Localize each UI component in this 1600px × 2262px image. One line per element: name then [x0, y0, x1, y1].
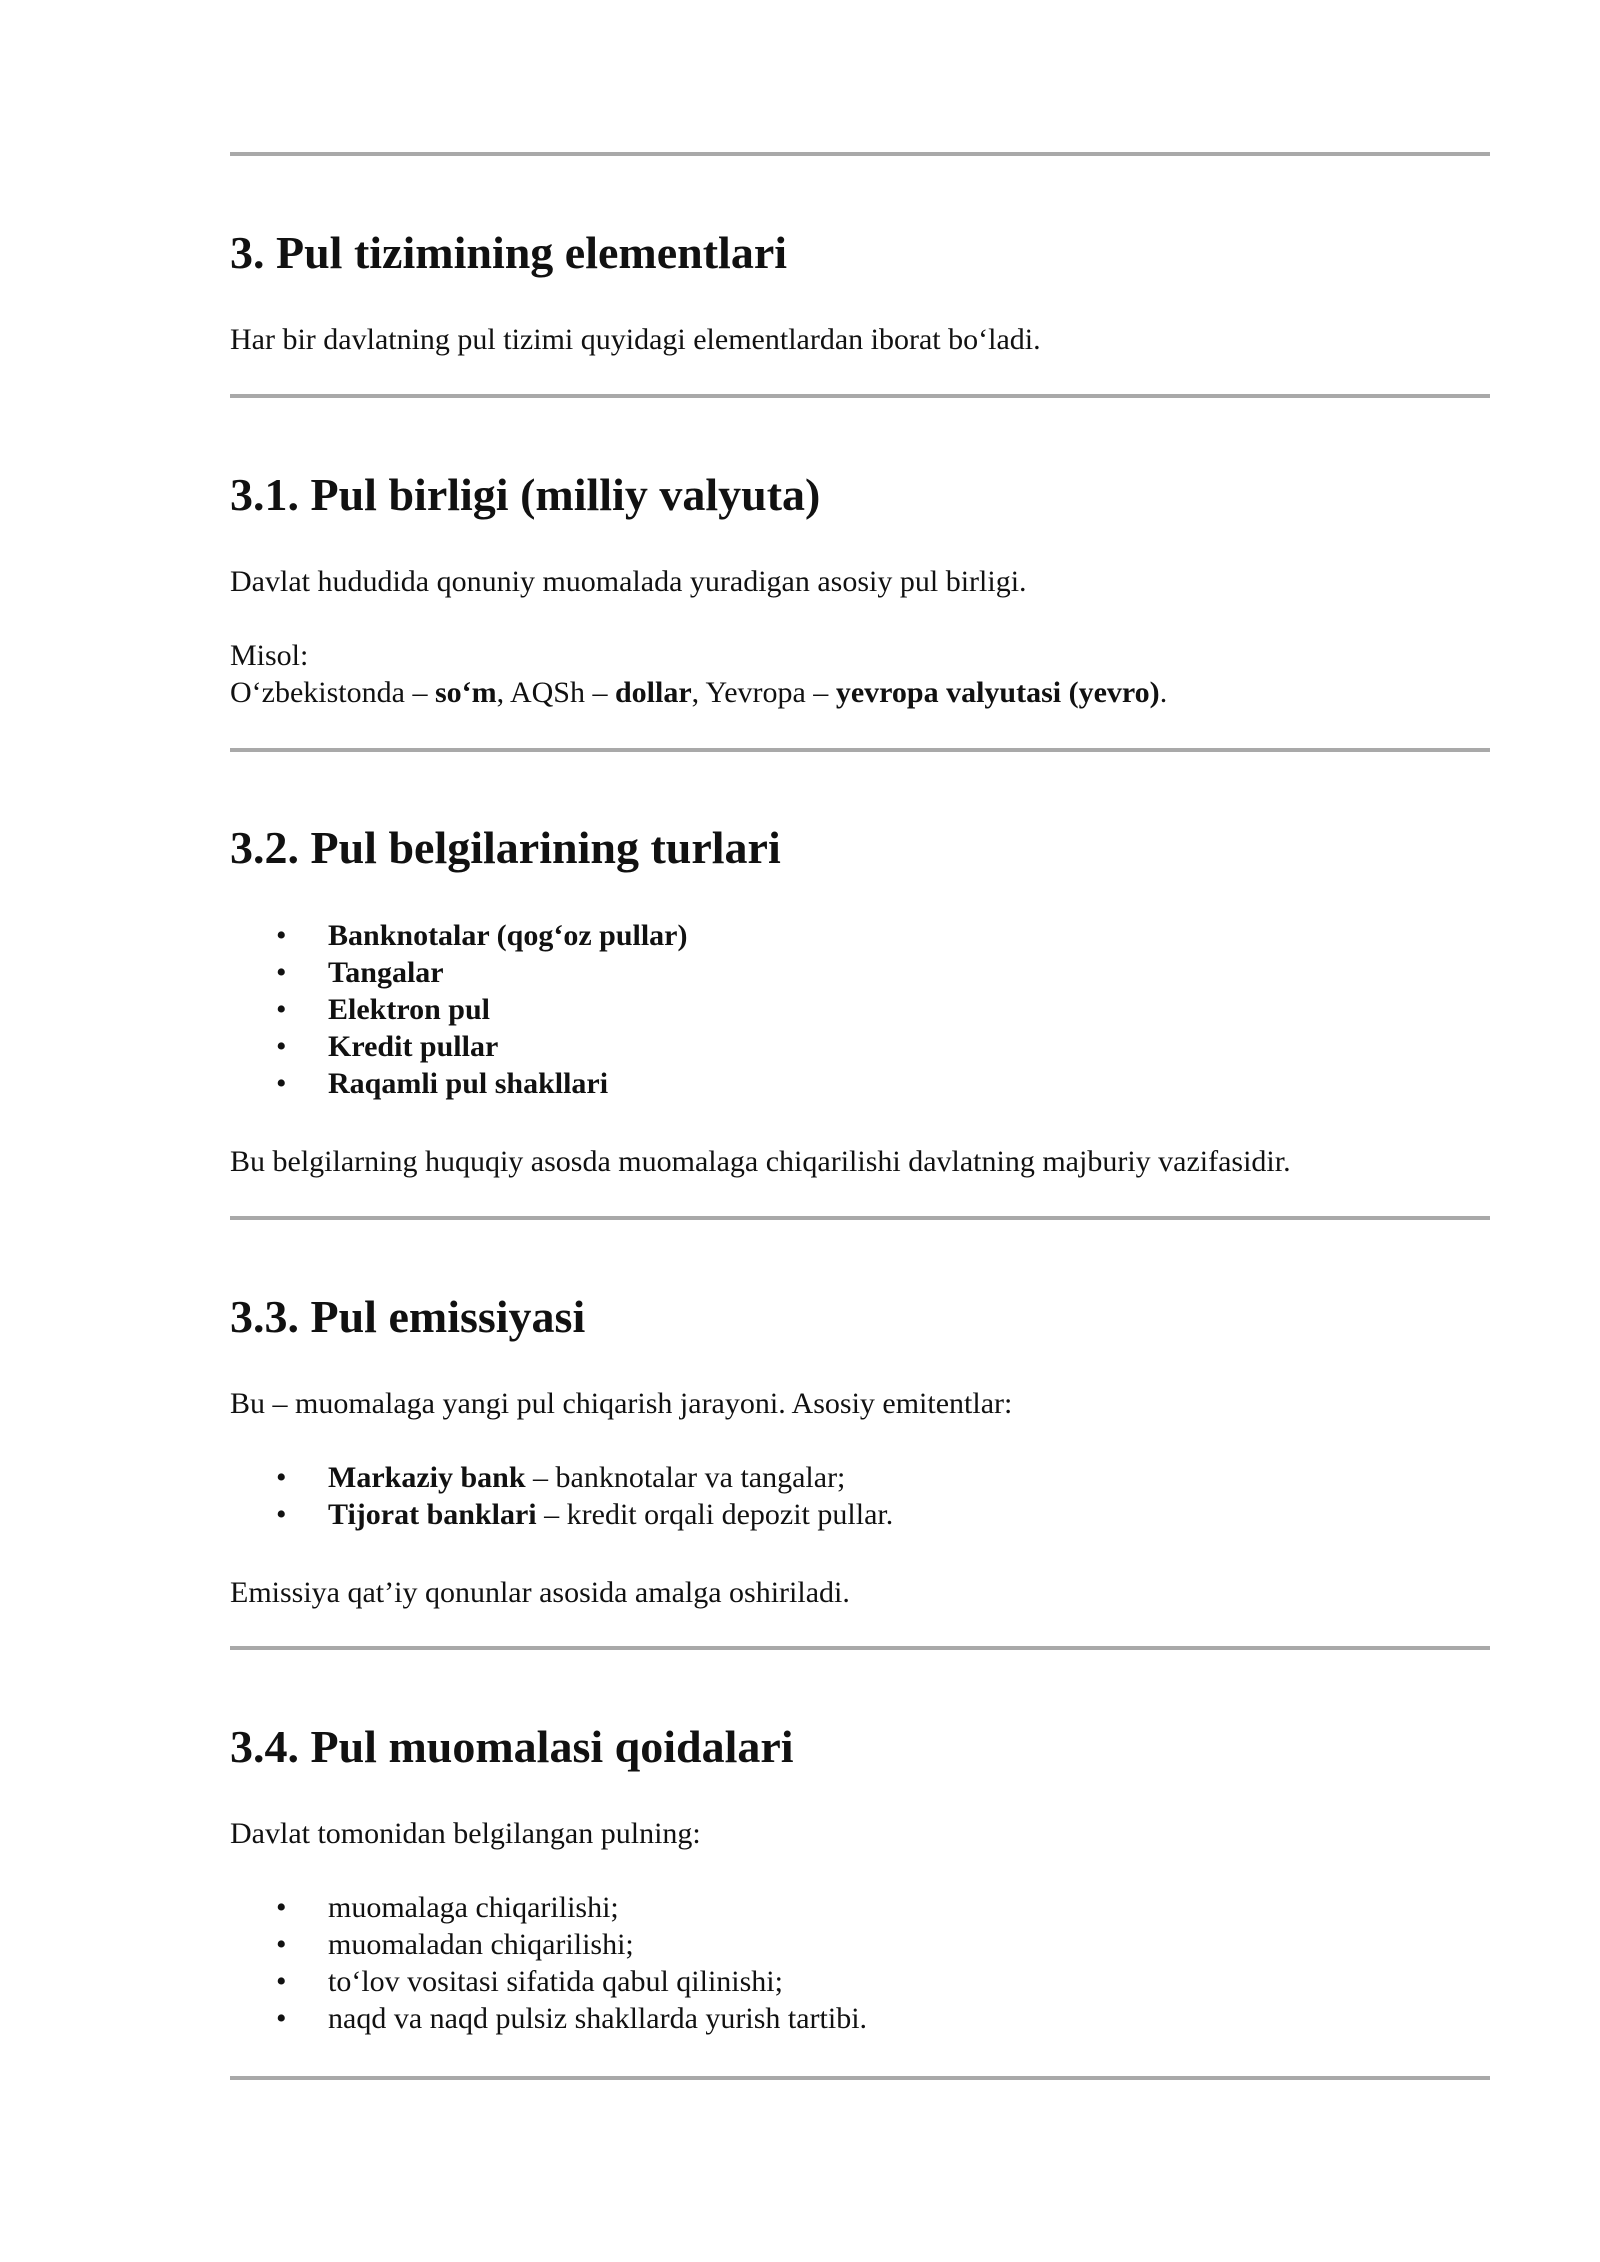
example-currency-euro: yevropa valyutasi (yevro) — [835, 676, 1160, 709]
list-item — [230, 1459, 893, 1496]
list-item-label: Raqamli pul shakllari — [328, 1067, 609, 1100]
section-3-4-intro: Davlat tomonidan belgilangan pulning: — [230, 1817, 701, 1850]
section-3-3-heading: 3.3. Pul emissiyasi — [230, 1291, 586, 1342]
list-item-label: muomaladan chiqarilishi; — [328, 1928, 634, 1961]
divider — [230, 748, 1490, 752]
money-types-list — [230, 917, 688, 1102]
divider — [230, 152, 1490, 156]
emitter-description: – kredit orqali depozit pullar. — [536, 1498, 894, 1531]
example-currency-dollar: dollar — [614, 676, 692, 709]
list-item — [230, 917, 688, 954]
example-text — [230, 674, 1167, 712]
example-label: Misol: — [230, 639, 309, 672]
divider — [230, 1646, 1490, 1650]
bullet-icon: • — [276, 1498, 287, 1531]
bullet-icon: • — [276, 1461, 287, 1494]
bullet-icon: • — [276, 919, 287, 952]
section-3-3-outro: Emissiya qat’iy qonunlar asosida amalga oshiriladi. — [230, 1576, 850, 1609]
bullet-icon: • — [276, 1030, 287, 1063]
list-item-label: Tangalar — [328, 956, 444, 989]
example-part: , AQSh – — [496, 676, 615, 709]
example-part: O‘zbekistonda – — [230, 676, 435, 709]
example-part: , Yevropa – — [691, 676, 836, 709]
emitters-list — [230, 1459, 893, 1533]
section-3-4-heading: 3.4. Pul muomalasi qoidalari — [230, 1721, 794, 1772]
list-item — [230, 1926, 867, 1963]
example-part: . — [1159, 676, 1168, 709]
section-3-1-intro: Davlat hududida qonuniy muomalada yuradigan asosiy pul birligi. — [230, 565, 1027, 598]
list-item-label: Banknotalar (qog‘oz pullar) — [328, 919, 688, 952]
section-3-3-intro: Bu – muomalaga yangi pul chiqarish jarayoni. Asosiy emitentlar: — [230, 1387, 1013, 1420]
bullet-icon: • — [276, 1928, 287, 1961]
list-item — [230, 2000, 867, 2037]
section-3-heading: 3. Pul tizimining elementlari — [230, 227, 788, 278]
list-item — [230, 1496, 893, 1533]
list-item — [230, 1028, 688, 1065]
section-3-intro: Har bir davlatning pul tizimi quyidagi elementlardan iborat bo‘ladi. — [230, 323, 1041, 356]
list-item — [230, 954, 688, 991]
section-3-2-outro: Bu belgilarning huquqiy asosda muomalaga chiqarilishi davlatning majburiy vazifasidir. — [230, 1145, 1291, 1178]
divider — [230, 1216, 1490, 1220]
list-item — [230, 1065, 688, 1102]
divider — [230, 2076, 1490, 2080]
divider — [230, 394, 1490, 398]
circulation-rules-list — [230, 1889, 867, 2037]
list-item — [230, 1889, 867, 1926]
emitter-name: Markaziy bank — [328, 1461, 526, 1494]
bullet-icon: • — [276, 993, 287, 1026]
bullet-icon: • — [276, 1891, 287, 1924]
example-currency-som: so‘m — [434, 676, 497, 709]
emitter-description: – banknotalar va tangalar; — [525, 1461, 846, 1494]
list-item-label: Kredit pullar — [328, 1030, 499, 1063]
bullet-icon: • — [276, 1067, 287, 1100]
bullet-icon: • — [276, 2002, 287, 2035]
emitter-name: Tijorat banklari — [328, 1498, 537, 1531]
list-item — [230, 991, 688, 1028]
bullet-icon: • — [276, 956, 287, 989]
list-item-label: to‘lov vositasi sifatida qabul qilinishi; — [328, 1965, 783, 1998]
section-3-1-heading: 3.1. Pul birligi (milliy valyuta) — [230, 469, 821, 520]
list-item-label: muomalaga chiqarilishi; — [328, 1891, 619, 1924]
list-item — [230, 1963, 867, 2000]
list-item-label: naqd va naqd pulsiz shakllarda yurish tartibi. — [328, 2002, 868, 2035]
section-3-2-heading: 3.2. Pul belgilarining turlari — [230, 822, 781, 873]
bullet-icon: • — [276, 1965, 287, 1998]
list-item-label: Elektron pul — [328, 993, 490, 1026]
